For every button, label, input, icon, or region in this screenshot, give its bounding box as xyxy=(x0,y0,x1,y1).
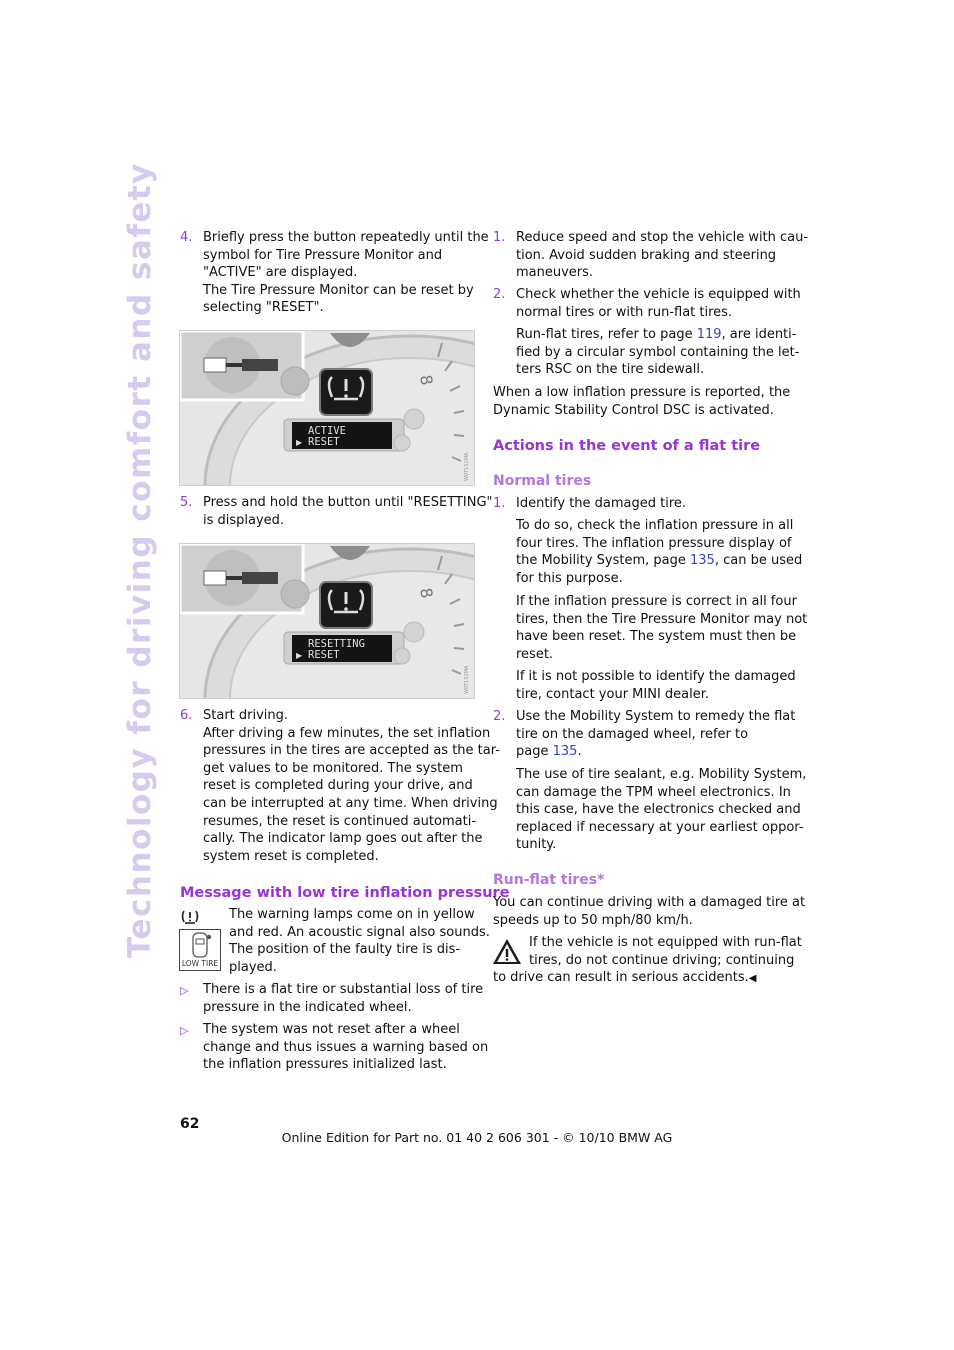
svg-text:▶: ▶ xyxy=(296,438,303,447)
display-line-1: ACTIVE xyxy=(308,425,346,437)
display-line-1: RESETTING xyxy=(308,638,365,650)
contact-dealer-text: If it is not possible to identify the damaged tire, contact your MINI dealer. xyxy=(516,669,796,702)
step-4-number: 4. xyxy=(180,230,193,245)
photo-code: W0T1S2MA xyxy=(464,665,470,694)
warning-text: If the vehicle is not equipped with run-flat tires, do not continue driving; continuing xyxy=(529,935,802,968)
step-2-text: Check whether the vehicle is equipped with normal tires or with run-flat tires. xyxy=(516,287,801,320)
car-outline-icon xyxy=(180,930,220,960)
step-5-text: Press and hold the button until "RESETTING" is displayed. xyxy=(203,495,493,528)
warning-triangle-icon xyxy=(492,937,522,965)
bullet-not-reset: The system was not reset after a wheel change and thus issues a warning based on the inflation pressures initialized last. xyxy=(203,1022,489,1073)
check-pressure-text: To do so, check the inflation pressure in all four tires. The inflation pressure display of the Mobility System, page 135, can be used for this purpose. xyxy=(516,518,803,586)
run-flat-text: You can continue driving with a damaged tire at speeds up to 50 mph/80 km/h. xyxy=(493,895,806,928)
low-tire-label: LOW TIRE xyxy=(181,959,219,968)
display-line-2: RESET xyxy=(308,649,340,661)
heading-run-flat-tires: Run-flat tires* xyxy=(493,872,605,888)
bullet-flat-tire: There is a flat tire or substantial loss of tire pressure in the indicated wheel. xyxy=(203,982,484,1015)
svg-text:8: 8 xyxy=(416,586,437,600)
svg-text:8: 8 xyxy=(416,373,437,387)
tire-sealant-text: The use of tire sealant, e.g. Mobility System, can damage the TPM wheel electronics. In this case, have the electronics checked and replaced if necessary at your earliest oppor- tunity. xyxy=(516,767,807,853)
instrument-cluster-illustration xyxy=(180,544,474,698)
pressure-correct-text: If the inflation pressure is correct in all four tires, then the Tire Pressure Monitor may not have been reset. The system must then be reset. xyxy=(516,594,808,662)
step-6-number: 6. xyxy=(180,708,193,723)
heading-normal-tires: Normal tires xyxy=(493,473,592,489)
bullet-marker: ▷ xyxy=(180,984,189,997)
tire-pressure-warning-icon xyxy=(180,908,200,926)
heading-low-tire-message: Message with low tire inflation pressure xyxy=(180,885,510,901)
low-pressure-dsc-text: When a low inflation pressure is reported, the Dynamic Stability Control DSC is activated. xyxy=(493,385,791,418)
low-tire-message-text: The warning lamps come on in yellow and red. An acoustic signal also sounds. The position of the faulty tire is dis- played. xyxy=(229,907,490,975)
step-2-number: 2. xyxy=(493,287,506,302)
low-tire-lamp-icon xyxy=(179,929,221,971)
instrument-photo-resetting xyxy=(179,543,475,699)
page-link-135[interactable]: 135 xyxy=(552,744,578,760)
instrument-cluster-illustration xyxy=(180,331,474,485)
page-link-135[interactable]: 135 xyxy=(690,553,715,569)
step-4-text: Briefly press the button repeatedly until the symbol for Tire Pressure Monitor and "ACTIVE" are displayed. The Tire Pressure Monitor can be reset by selecting "RESET". xyxy=(203,230,489,316)
warning-text-last-line: to drive can result in serious accidents.◀ xyxy=(493,970,757,985)
step-5-number: 5. xyxy=(180,495,193,510)
display-line-2: RESET xyxy=(308,436,340,448)
normal-step-2-text: Use the Mobility System to remedy the flat tire on the damaged wheel, refer to page 135. xyxy=(516,709,796,760)
step-1-text: Reduce speed and stop the vehicle with cau- tion. Avoid sudden braking and steering maneuvers. xyxy=(516,230,809,281)
svg-text:▶: ▶ xyxy=(296,651,303,660)
normal-step-1-number: 1. xyxy=(493,496,506,511)
chapter-side-title: Technology for driving comfort and safety xyxy=(122,162,158,958)
normal-step-2-number: 2. xyxy=(493,709,506,724)
step-6-text: Start driving. After driving a few minutes, the set inflation pressures in the tires are accepted as the tar- get values to be monitored. The system reset is completed during your drive, and can be interrupted at any time. When driving resumes, the reset is continued automati- cally. The indicator lamp goes out after the system reset is completed. xyxy=(203,708,500,864)
step-1-number: 1. xyxy=(493,230,506,245)
photo-code: W0T1S1MA xyxy=(464,452,470,481)
page-number: 62 xyxy=(180,1116,200,1132)
heading-flat-tire-actions: Actions in the event of a flat tire xyxy=(493,438,761,454)
runflat-reference-text: Run-flat tires, refer to page 119, are identi- fied by a circular symbol containing the let- ters RSC on the tire sidewall. xyxy=(516,327,800,378)
footer-text: Online Edition for Part no. 01 40 2 606 301 - © 10/10 BMW AG xyxy=(281,1130,673,1145)
normal-step-1-text: Identify the damaged tire. xyxy=(516,496,687,511)
bullet-marker: ▷ xyxy=(180,1024,189,1037)
end-of-warning-mark: ◀ xyxy=(748,973,757,984)
instrument-photo-active-reset xyxy=(179,330,475,486)
page-link-119[interactable]: 119 xyxy=(696,327,722,342)
